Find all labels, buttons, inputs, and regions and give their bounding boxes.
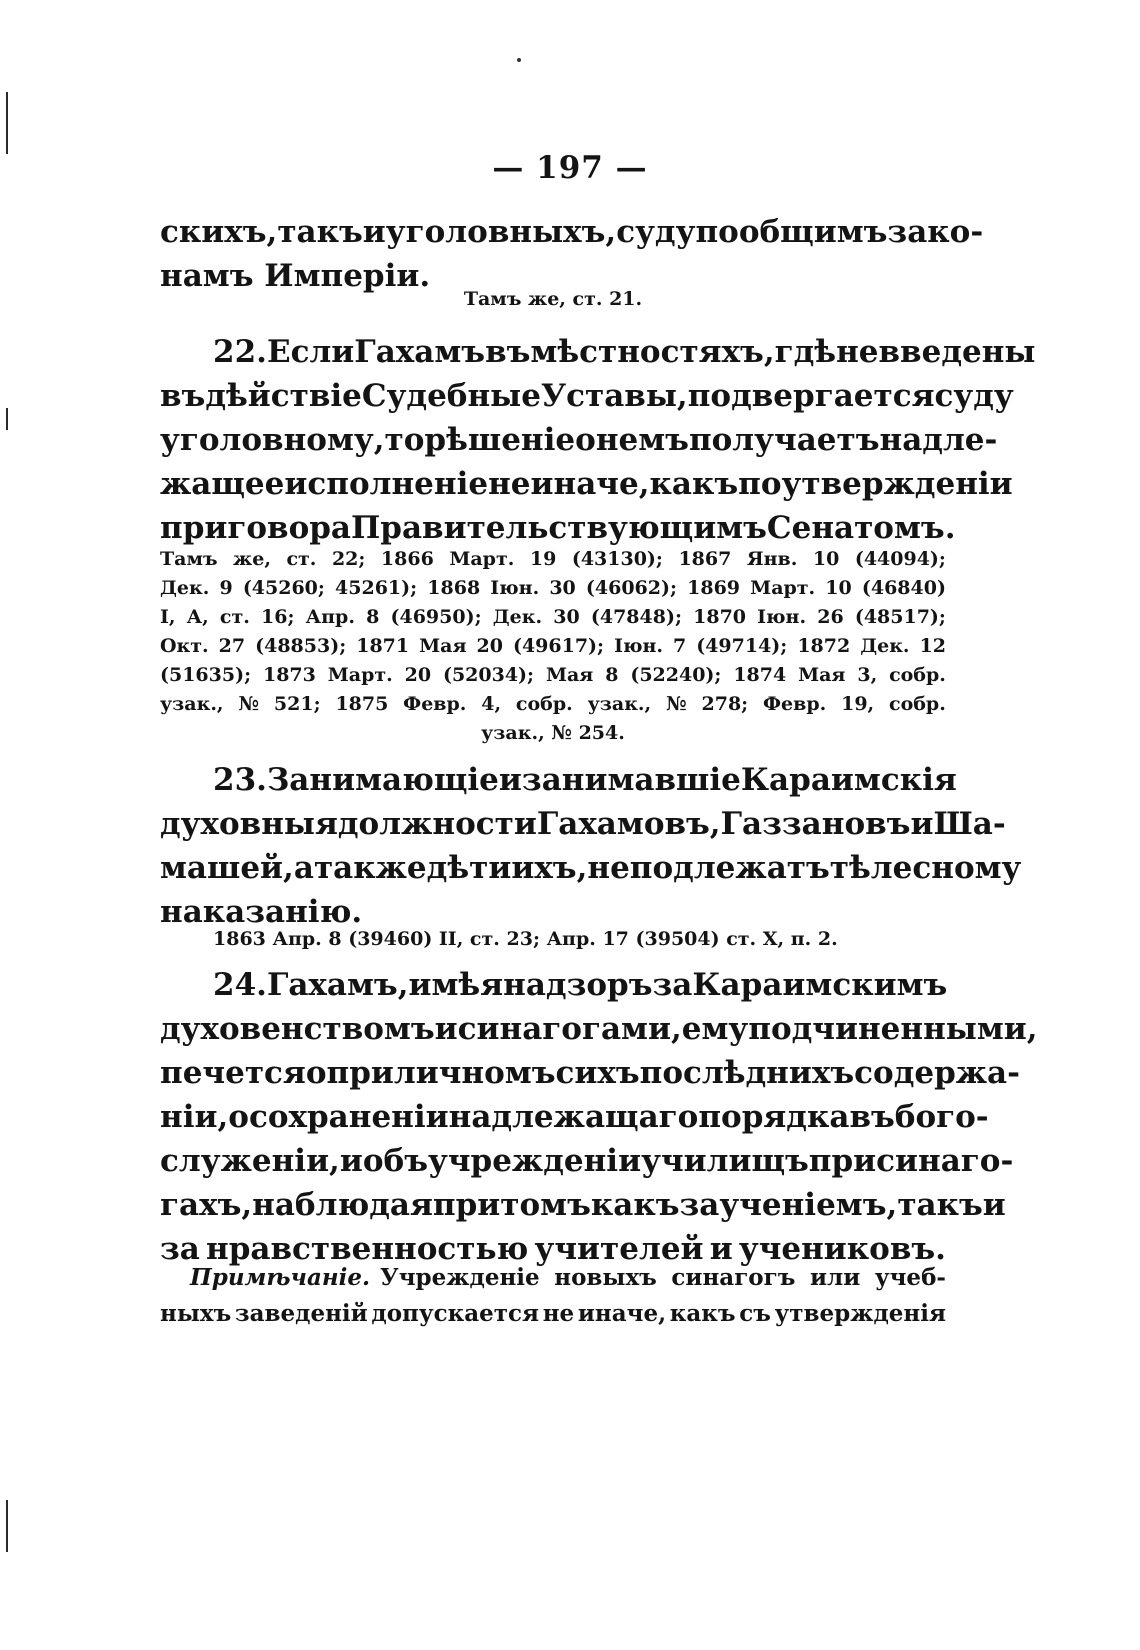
text-line: за нравственностью учителей и учениковъ. — [160, 1231, 946, 1267]
note-line: Примѣчаніе. Учрежденіе новыхъ синагогъ или учеб- — [160, 1260, 946, 1296]
text-line: приговора Правительствующимъ Сенатомъ. — [160, 510, 956, 546]
legislation-references — [160, 545, 946, 748]
text-line: 24. Гахамъ, имѣя надзоръ за Караимскимъ — [213, 967, 948, 1003]
text-line: гахъ, наблюдая притомъ какъ за ученіемъ, такъ и — [160, 1187, 1006, 1223]
text-line: печется о приличномъ сихъ послѣднихъ содержа- — [160, 1055, 1021, 1091]
text-line: духовныя должности Гахамовъ, Газзановъ и Ша- — [160, 806, 1006, 842]
source-reference: Тамъ же, ст. 21. — [463, 288, 643, 310]
reference-line: Окт. 27 (48853); 1871 Мая 20 (49617); Іюн. 7 (49714); 1872 Дек. 12 — [160, 635, 946, 657]
text-line: уголовному, то рѣшеніе о немъ получаетъ надле- — [160, 422, 998, 458]
text-line: скихъ, такъ и уголовныхъ, суду по общимъ зако- — [160, 214, 984, 250]
scan-edge-mark — [6, 408, 8, 430]
legislation-references: 1863 Апр. 8 (39460) II, ст. 23; Апр. 17 (39504) ст. X, п. 2. — [213, 928, 838, 950]
reference-line: Дек. 9 (45260; 45261); 1868 Іюн. 30 (46062); 1869 Март. 10 (46840) — [160, 577, 946, 599]
scan-speck — [517, 58, 521, 62]
article-23 — [160, 758, 1022, 934]
text-line: ніи, о сохраненіи надлежащаго порядка въ бого- — [160, 1099, 989, 1135]
article-24 — [160, 963, 1038, 1271]
article-22 — [160, 330, 1036, 550]
reference-line: (51635); 1873 Март. 20 (52034); Мая 8 (52240); 1874 Мая 3, собр. — [160, 664, 946, 686]
scan-edge-mark — [6, 1500, 8, 1552]
scan-edge-mark — [6, 92, 8, 154]
text-line: наказанію. — [160, 894, 363, 930]
text-line: духовенствомъ и синагогами, ему подчиненными, — [160, 1011, 1038, 1047]
reference-line: Тамъ же, ст. 22; 1866 Март. 19 (43130); 1867 Янв. 10 (44094); — [160, 548, 946, 570]
text-line: 23. Занимающіе и занимавшіе Караимскія — [213, 762, 957, 798]
note — [160, 1260, 946, 1332]
note-label: Примѣчаніе. — [190, 1264, 371, 1291]
text-line: 22. Если Гахамъ въ мѣстностяхъ, гдѣ не введены — [213, 334, 1036, 370]
text-line: машей, а также дѣти ихъ, не подлежатъ тѣлесному — [160, 850, 1022, 886]
text-line: служеніи, и объ учрежденіи училищъ при синаго- — [160, 1143, 1014, 1179]
text-line: намъ Имперіи. — [160, 258, 431, 294]
reference-line: узак., № 521; 1875 Февр. 4, собр. узак., № 278; Февр. 19, собр. — [160, 693, 946, 715]
text-line: въ дѣйствіе Судебные Уставы, подвергается суду — [160, 378, 1014, 414]
text-line: жащее исполненіе не иначе, какъ по утвержденіи — [160, 466, 1013, 502]
page-number: — 197 — — [492, 150, 648, 186]
reference-line: I, А, ст. 16; Апр. 8 (46950); Дек. 30 (47848); 1870 Іюн. 26 (48517); — [160, 606, 946, 628]
reference-line: узак., № 254. — [481, 722, 625, 744]
note-line: ныхъ заведеній допускается не иначе, какъ съ утвержденія — [160, 1300, 946, 1327]
